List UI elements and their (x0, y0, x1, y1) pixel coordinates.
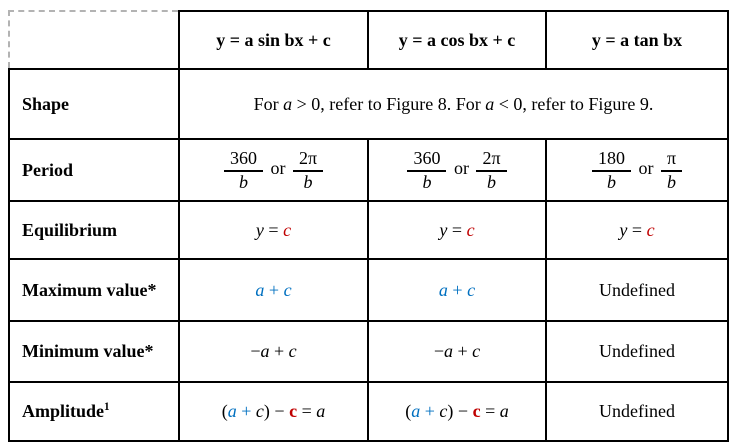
text-segment: Maximum value* (22, 279, 157, 300)
cell-amplitude-tan (546, 382, 728, 441)
text-segment: Minimum value* (22, 341, 154, 361)
cell-maximum-cos (368, 259, 546, 321)
row-label-maximum (9, 259, 179, 321)
cell-amplitude-cos (368, 382, 546, 441)
text-segment: c (646, 219, 655, 240)
text-segment: y (216, 29, 226, 50)
text-segment: c (255, 401, 264, 421)
text-segment: or (449, 158, 474, 179)
text-segment: = (447, 219, 467, 240)
row-label-period (9, 139, 179, 201)
text-segment: ) − (447, 401, 473, 421)
row-label-amplitude (9, 382, 179, 441)
table-row-shape (9, 69, 728, 139)
fraction: $\frac{\pi}{b}$ (661, 148, 682, 192)
table-row-amplitude (9, 382, 728, 441)
cell-period-tan (546, 139, 728, 201)
text-segment: a (411, 401, 421, 421)
text-segment: − (250, 341, 261, 361)
text-segment: Amplitude (22, 401, 105, 421)
text-segment: a (227, 401, 237, 421)
text-segment: a (283, 93, 293, 114)
text-segment: a (444, 341, 453, 361)
cell-equilibrium-cos (368, 201, 546, 259)
text-segment: sin (253, 29, 285, 50)
cell-period-sin (179, 139, 368, 201)
cell-equilibrium-tan (546, 201, 728, 259)
text-segment: For (253, 93, 284, 114)
text-segment: c (283, 219, 292, 240)
header-sin-equation (179, 11, 368, 69)
text-segment: a (316, 401, 326, 421)
header-row (9, 11, 728, 69)
text-segment: + (269, 341, 289, 361)
text-segment: c (466, 219, 475, 240)
text-segment: + (236, 401, 256, 421)
text-segment: Undefined (599, 279, 675, 300)
fraction: $\frac{2\pi}{b}$ (476, 148, 506, 192)
row-label-shape (9, 69, 179, 139)
text-segment: bx (663, 29, 683, 50)
cell-period-cos (368, 139, 546, 201)
text-segment: − (433, 341, 444, 361)
text-segment: y (439, 219, 448, 240)
text-segment: a (426, 29, 436, 50)
fraction: $\frac{360}{b}$ (224, 148, 263, 192)
text-segment: = (627, 219, 647, 240)
text-segment: + (488, 29, 508, 50)
cell-minimum-cos (368, 321, 546, 382)
text-segment: c (507, 29, 516, 50)
fraction: $\frac{180}{b}$ (592, 148, 631, 192)
text-segment: c (439, 401, 448, 421)
corner-cell (9, 11, 179, 69)
text-segment: + (303, 29, 323, 50)
cell-equilibrium-sin (179, 201, 368, 259)
cell-maximum-sin (179, 259, 368, 321)
fraction: $\frac{2\pi}{b}$ (293, 148, 323, 192)
text-segment: bx (468, 29, 488, 50)
table-row-maximum (9, 259, 728, 321)
text-segment: + (453, 341, 473, 361)
text-segment: bx (284, 29, 304, 50)
text-segment: y (591, 29, 601, 50)
header-cos-equation (368, 11, 546, 69)
row-label-minimum (9, 321, 179, 382)
text-segment: cos (435, 29, 469, 50)
text-segment: > 0, refer to Figure 8. For (292, 93, 486, 114)
text-segment: = (297, 401, 317, 421)
text-segment: c (288, 341, 297, 361)
text-segment: ( (221, 401, 228, 421)
text-segment: Period (22, 159, 73, 180)
cell-amplitude-sin (179, 382, 368, 441)
text-segment: a (485, 93, 495, 114)
table-row-minimum (9, 321, 728, 382)
text-segment: = (407, 29, 427, 50)
text-segment: c (322, 29, 331, 50)
text-segment: Undefined (599, 341, 675, 361)
text-segment: + (420, 401, 440, 421)
text-segment: ( (405, 401, 412, 421)
cell-maximum-tan (546, 259, 728, 321)
text-segment: Equilibrium (22, 219, 118, 240)
text-segment: tan (629, 29, 664, 50)
text-segment: = (225, 29, 245, 50)
text-segment: a (620, 29, 630, 50)
text-segment: c (472, 341, 481, 361)
cell-minimum-sin (179, 321, 368, 382)
text-segment: y (255, 219, 264, 240)
text-segment: c (289, 401, 298, 421)
text-segment: ) − (263, 401, 290, 421)
text-segment: = (480, 401, 500, 421)
text-segment: c (472, 401, 481, 421)
text-segment: a (244, 29, 254, 50)
text-segment: Undefined (599, 401, 675, 421)
text-segment: y (398, 29, 408, 50)
text-segment: 1 (104, 401, 110, 413)
fraction: $\frac{360}{b}$ (407, 148, 446, 192)
cell-minimum-tan (546, 321, 728, 382)
text-segment: < 0, refer to Figure 9. (494, 93, 654, 114)
text-segment: or (265, 158, 290, 179)
table-row-period (9, 139, 728, 201)
row-label-equilibrium (9, 201, 179, 259)
text-segment: + (264, 279, 284, 300)
text-segment: y (619, 219, 628, 240)
table-row-equilibrium (9, 201, 728, 259)
text-segment: c (467, 279, 476, 300)
text-segment: = (600, 29, 621, 50)
text-segment: a (438, 279, 448, 300)
text-segment: = (263, 219, 284, 240)
text-segment: Shape (22, 93, 70, 114)
text-segment: + (447, 279, 468, 300)
trig-properties-table (8, 10, 729, 442)
header-tan-equation (546, 11, 728, 69)
cell-shape-merged (179, 69, 728, 139)
text-segment: a (499, 401, 509, 421)
text-segment: c (283, 279, 292, 300)
text-segment: a (260, 341, 270, 361)
text-segment: or (633, 158, 658, 179)
text-segment: a (255, 279, 265, 300)
